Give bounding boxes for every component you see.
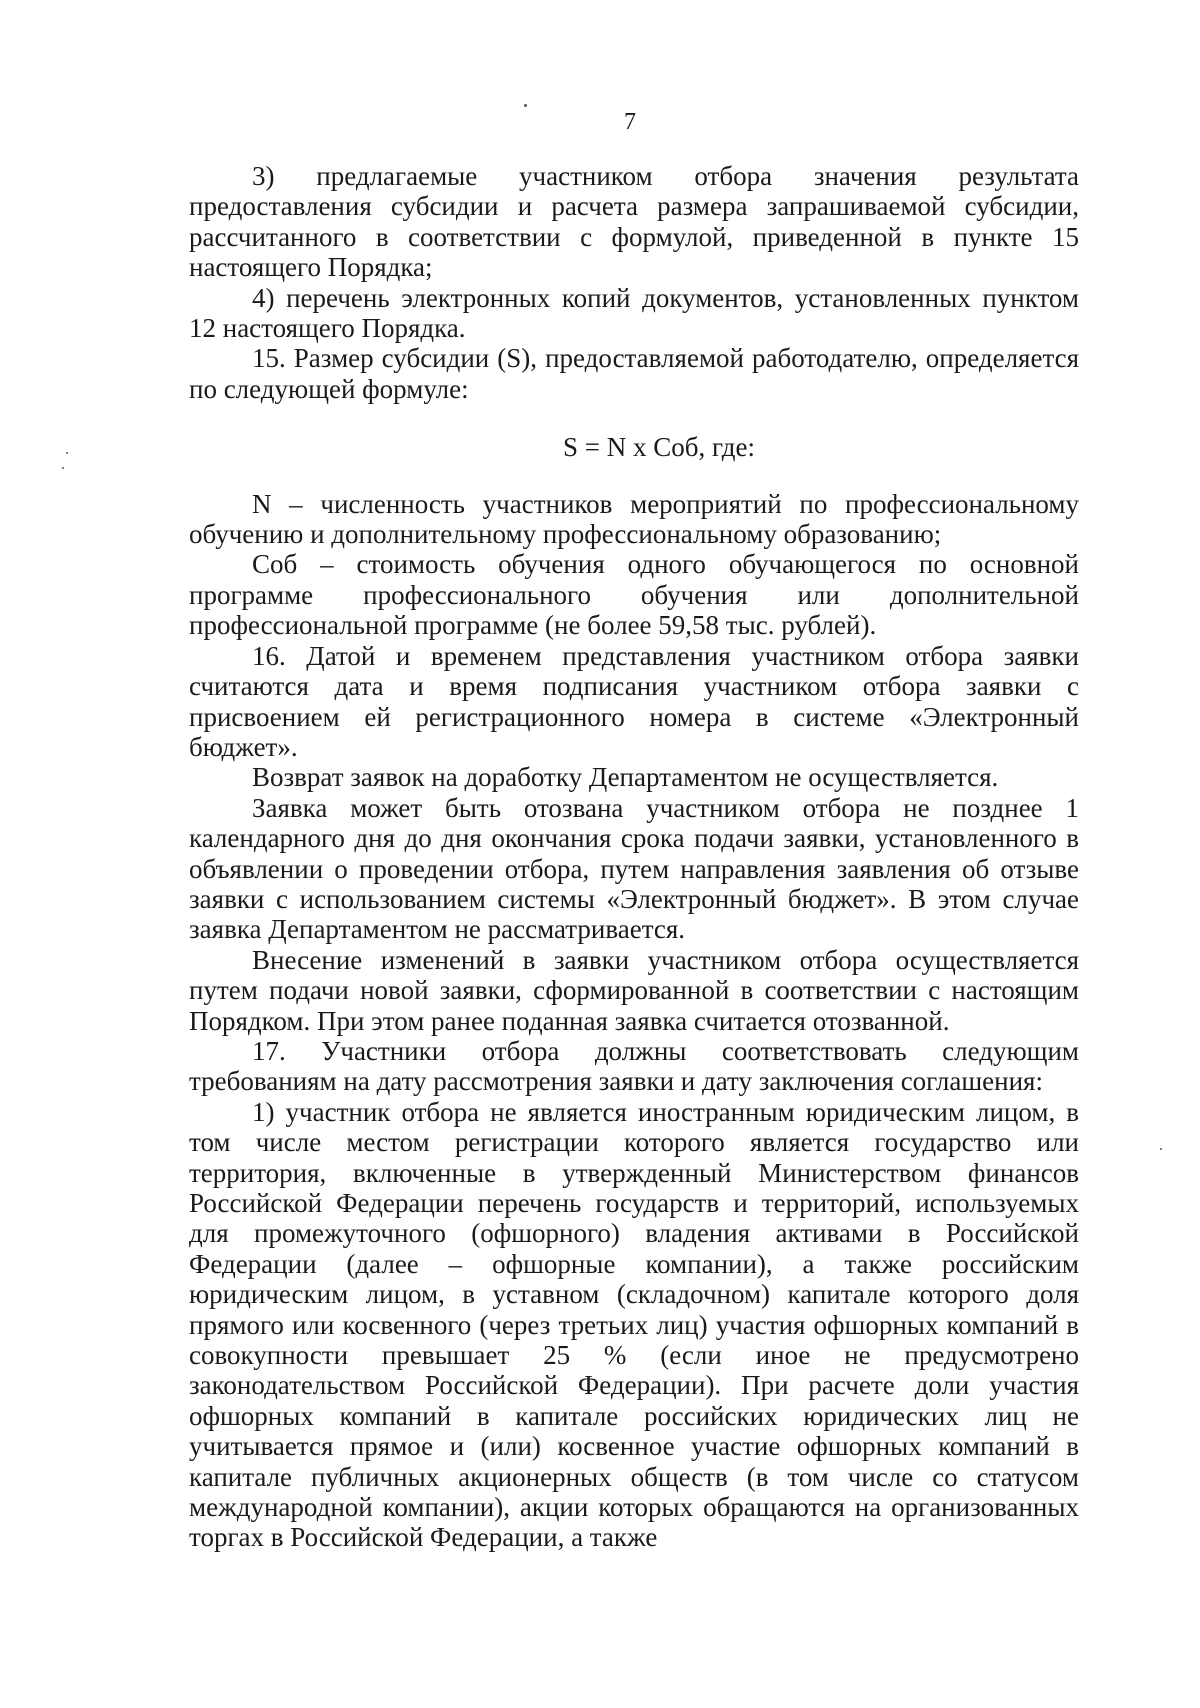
paragraph-clause-16: 16. Датой и временем представления участником отбора заявки считаются дата и время подписания участником отбора заявки с присвоением ей регистрационного номера в системе «Электронный бюджет».: [189, 640, 1079, 762]
paragraph-clause-15: 15. Размер субсидии (S), предоставляемой работодателю, определяется по следующей формуле:: [189, 343, 1079, 404]
paragraph-amendments: Внесение изменений в заявки участником отбора осуществляется путем подачи новой заявки, сформированной в соответствии с настоящим Порядком. При этом ранее поданная заявка считается отозванной.: [189, 944, 1079, 1036]
scan-speck: [62, 467, 64, 469]
document-body: [189, 161, 1079, 1553]
scan-speck: [524, 104, 527, 107]
page-number: 7: [624, 109, 636, 135]
paragraph-return-applications: Возврат заявок на доработку Департаментом не осуществляется.: [252, 762, 999, 793]
paragraph-withdrawal: Заявка может быть отозвана участником отбора не позднее 1 календарного дня до дня окончания срока подачи заявки, установленного в объявлении о проведении отбора, путем направления заявления об отзыве заявки с использованием системы «Электронный бюджет». В этом случае заявка Департаментом не рассматривается.: [189, 792, 1079, 945]
scan-speck: [1160, 1148, 1162, 1150]
paragraph-clause-17: 17. Участники отбора должны соответствовать следующим требованиям на дату рассмотрения заявки и дату заключения соглашения:: [189, 1035, 1079, 1097]
scan-speck: [66, 452, 68, 454]
paragraph-item-4: 4) перечень электронных копий документов, установленных пунктом 12 настоящего Порядка.: [189, 282, 1079, 344]
paragraph-definition-sob: Соб – стоимость обучения одного обучающегося по основной программе профессионального обучения или дополнительной профессиональной программе (не более 59,58 тыс. рублей).: [189, 549, 1079, 641]
paragraph-requirement-1: 1) участник отбора не является иностранным юридическим лицом, в том числе местом регистрации которого является государство или территория, включенные в утвержденный Министерством финансов Российской Федерации перечень государств и территорий, используемых для промежуточного (офшорного) владения активами в Российской Федерации (далее – офшорные компании), а также российским юридическим лицом, в уставном (складочном) капитале которого доля прямого или косвенного (через третьих лиц) участия офшорных компаний в совокупности превышает 25 % (если иное не предусмотрено законодательством Российской Федерации). При расчете доли участия офшорных компаний в капитале российских юридических лиц не учитывается прямое и (или) косвенное участие офшорных компаний в капитале публичных акционерных обществ (в том числе со статусом международной компании), акции которых обращаются на организованных торгах в Российской Федерации, а также: [189, 1096, 1079, 1553]
paragraph-item-3: 3) предлагаемые участником отбора значения результата предоставления субсидии и расчета размера запрашиваемой субсидии, рассчитанного в соответствии с формулой, приведенной в пункте 15 настоящего Порядка;: [189, 161, 1079, 283]
paragraph-definition-n: N – численность участников мероприятий по профессиональному обучению и дополнительному профессиональному образованию;: [189, 488, 1079, 550]
subsidy-formula: S = N x Соб, где:: [563, 432, 755, 463]
